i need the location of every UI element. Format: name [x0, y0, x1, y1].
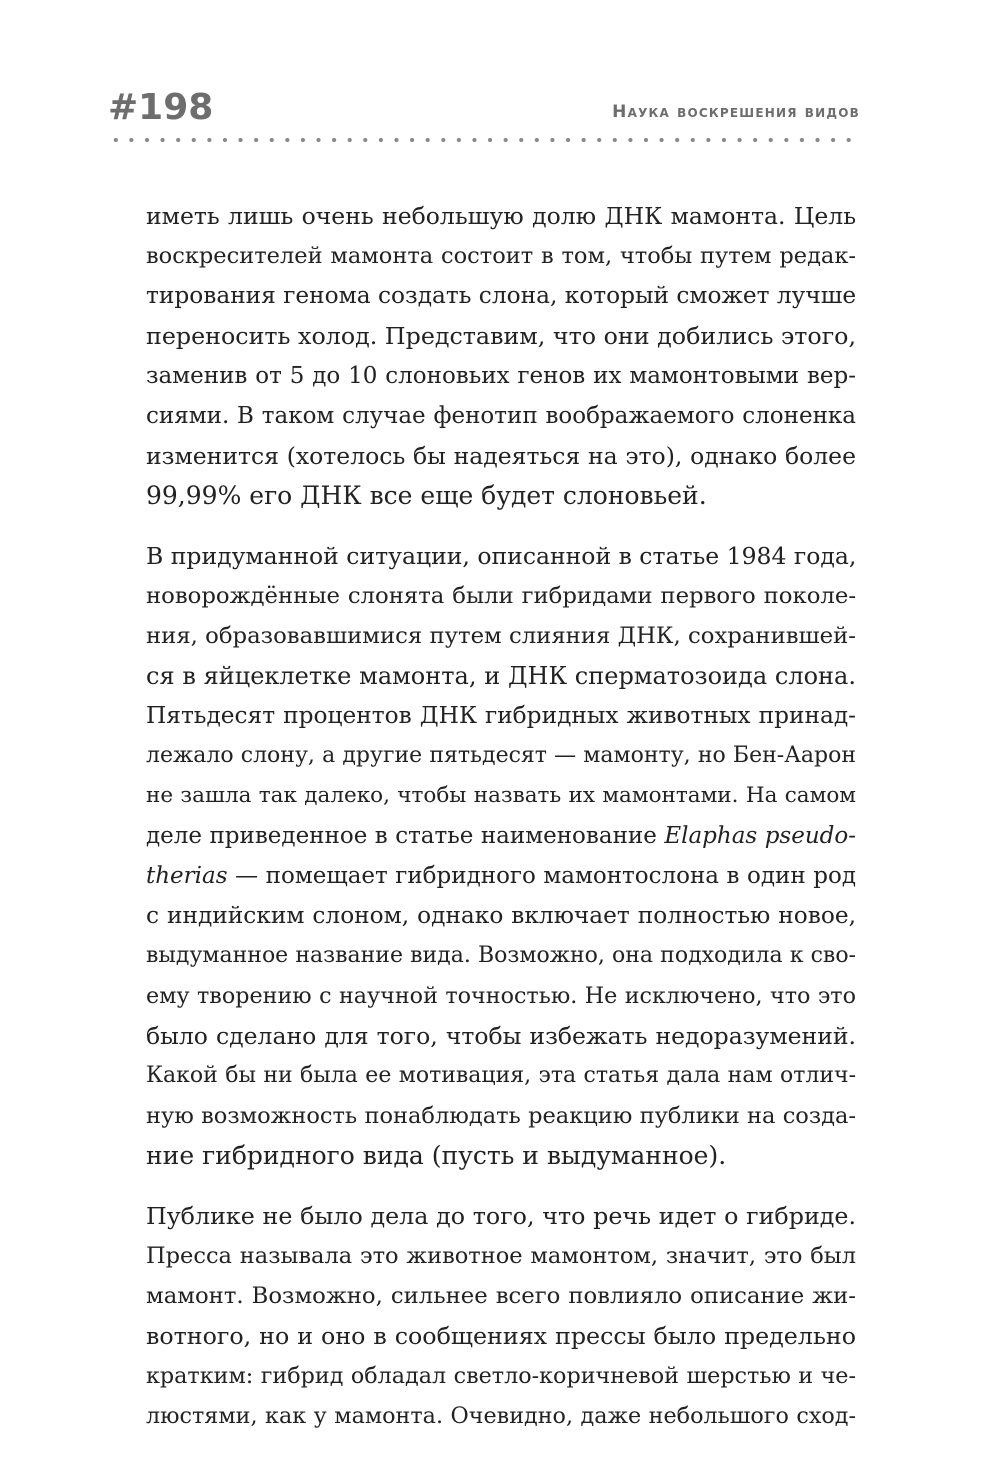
paragraph-1 [146, 196, 856, 516]
text-line: воскресителей мамонта состоит в том, чтобы путем редак- [146, 243, 856, 269]
text-line: ему творению с научной точностью. Не исключено, что это [146, 983, 856, 1009]
text-line: сиями. В таком случае фенотип воображаемого слоненка [146, 403, 856, 429]
page-header [108, 88, 860, 138]
text-line: переносить холод. Представим, что они добились этого, [146, 322, 856, 350]
text-line: В придуманной ситуации, описанной в статье 1984 года, [146, 542, 857, 570]
dotted-divider [108, 137, 860, 143]
species-name-italic: therias [146, 863, 228, 889]
text-line: ния, образовавшимися путем слияния ДНК, сохранившей- [146, 623, 856, 649]
text-line: выдуманное название вида. Возможно, она подходила к сво- [146, 943, 856, 968]
text-line: Публике не было дела до того, что речь идет о гибриде. [146, 1202, 856, 1230]
text-line: лежало слону, а другие пятьдесят — мамонту, но Бен-Аарон [146, 743, 856, 768]
text-line: 99,99% его ДНК все еще будет слоновьей. [146, 481, 707, 510]
text-line: не зашла так далеко, чтобы назвать их мамонтами. На самом [146, 783, 856, 808]
text-line: новорождённые слонята были гибридами первого поколе- [146, 583, 856, 609]
text-line-with-italic [146, 856, 856, 896]
paragraph-3 [146, 1196, 856, 1436]
text-line: мамонт. Возможно, сильнее всего повлияло описание жи- [146, 1283, 856, 1309]
text-line: изменится (хотелось бы надеяться на это), однако более [146, 442, 856, 470]
text-line: тирования генома создать слона, который сможет лучше [146, 282, 857, 309]
page-number: #198 [108, 87, 214, 128]
text-line: люстями, как у мамонта. Очевидно, даже небольшого сход- [146, 1403, 856, 1429]
text-line: Пятьдесят процентов ДНК гибридных животных принад- [146, 702, 856, 729]
paragraph-2 [146, 536, 856, 1176]
text-line: иметь лишь очень небольшую долю ДНК мамонта. Цель [146, 202, 856, 230]
text-line: ся в яйцеклетке мамонта, и ДНК сперматозоида слона. [146, 662, 856, 690]
text-line: Пресса называла это животное мамонтом, значит, это был [146, 1243, 856, 1269]
running-head: Наука воскрешения видов [612, 102, 860, 122]
text-run: деле приведенное в статье наименование [146, 823, 665, 849]
text-line: кратким: гибрид обладал светло-коричневой шерстью и че- [146, 1363, 856, 1389]
species-name-italic: Elaphas pseudo- [664, 823, 856, 849]
text-line-with-italic [146, 816, 856, 856]
text-line: с индийским слоном, однако включает полностью новое, [146, 902, 856, 929]
text-line: заменив от 5 до 10 слоновьих генов их мамонтовыми вер- [146, 363, 856, 389]
text-run: — помещает гибридного мамонтослона в один род [227, 863, 856, 889]
body-text [146, 196, 856, 1456]
text-line: Какой бы ни была ее мотивация, эта статья дала нам отлич- [146, 1063, 856, 1088]
text-line: было сделано для того, чтобы избежать недоразумений. [146, 1022, 856, 1050]
text-line: вотного, но и оно в сообщениях прессы было предельно [146, 1322, 856, 1350]
text-line: ную возможность понаблюдать реакцию публики на созда- [146, 1103, 856, 1129]
text-line: ние гибридного вида (пусть и выдуманное). [146, 1141, 727, 1170]
